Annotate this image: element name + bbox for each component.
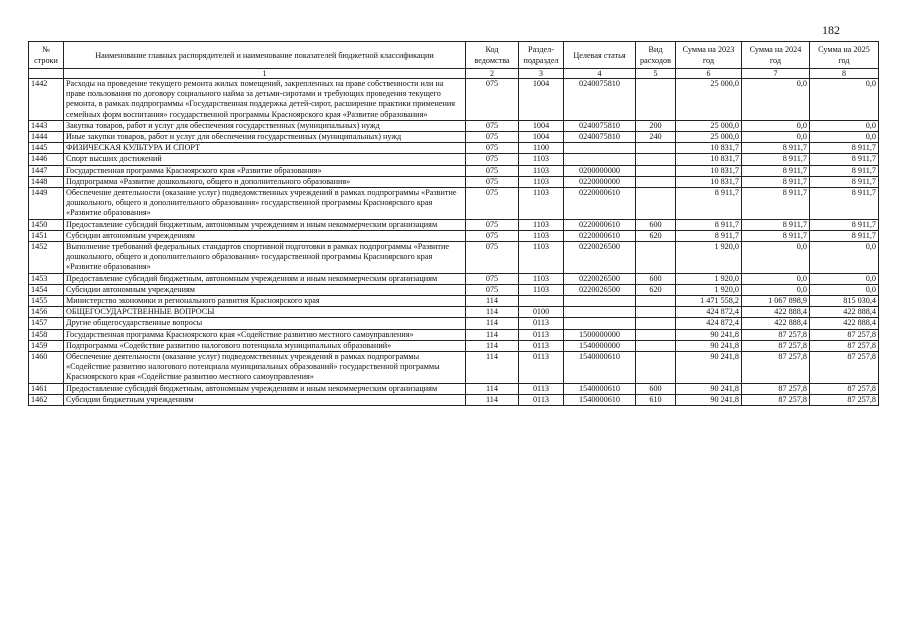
row-number-cell: 1450	[29, 219, 64, 230]
section-cell: 1103	[519, 284, 564, 295]
item-name-cell: Расходы на проведение текущего ремонта жилых помещений, закрепленных на праве собственности или на праве пользования по договору социального найма за детьми-сиротами и требующих проведения текущего ремонта, в рамках подпрограммы «Государственная поддержка детей-сирот, расширение практики применения семейных форм воспитания» государственной программы Красноярского края «Развитие образования»	[64, 79, 466, 121]
sum-2025-cell: 0,0	[810, 242, 879, 274]
header-expense-type: Вид расходов	[636, 42, 676, 69]
sum-2023-cell: 1 920,0	[676, 242, 742, 274]
table-row	[29, 132, 879, 143]
item-name-cell: Выполнение требований федеральных стандартов спортивной подготовки в рамках подпрограммы «Развитие дошкольного, общего и дополнительного образования» государственной программы Красноярского края «Развитие образования»	[64, 242, 466, 274]
sum-2024-cell: 87 257,8	[742, 352, 810, 384]
sum-2025-cell: 87 257,8	[810, 329, 879, 340]
item-name-cell: ОБЩЕГОСУДАРСТВЕННЫЕ ВОПРОСЫ	[64, 307, 466, 318]
table-row	[29, 242, 879, 274]
section-cell: 1004	[519, 120, 564, 131]
sum-2025-cell: 87 257,8	[810, 383, 879, 394]
sum-2025-cell: 87 257,8	[810, 352, 879, 384]
expense-type-cell	[636, 352, 676, 384]
row-number-cell: 1459	[29, 340, 64, 351]
table-row	[29, 176, 879, 187]
sum-2023-cell: 8 911,7	[676, 230, 742, 241]
section-cell: 1103	[519, 176, 564, 187]
header-name: Наименование главных распорядителей и наименование показателей бюджетной классификации	[64, 42, 466, 69]
item-name-cell: Закупка товаров, работ и услуг для обеспечения государственных (муниципальных) нужд	[64, 120, 466, 131]
column-number	[29, 69, 64, 79]
expense-type-cell: 200	[636, 120, 676, 131]
target-article-cell: 1540000610	[564, 383, 636, 394]
column-number: 5	[636, 69, 676, 79]
table-row	[29, 230, 879, 241]
row-number-cell: 1453	[29, 273, 64, 284]
sum-2023-cell: 424 872,4	[676, 307, 742, 318]
header-section: Раздел-подраздел	[519, 42, 564, 69]
item-name-cell: Субсидии автономным учреждениям	[64, 284, 466, 295]
item-name-cell: Государственная программа Красноярского края «Развитие образования»	[64, 165, 466, 176]
row-number-cell: 1449	[29, 188, 64, 220]
target-article-cell: 0220000000	[564, 176, 636, 187]
target-article-cell: 1500000000	[564, 329, 636, 340]
item-name-cell: Обеспечение деятельности (оказание услуг) подведомственных учреждений в рамках подпрограммы «Развитие дошкольного, общего и дополнительного образования» государственной программы Красноярского края «Развитие образования»	[64, 188, 466, 220]
table-row	[29, 329, 879, 340]
sum-2023-cell: 1 920,0	[676, 273, 742, 284]
header-target: Целевая статья	[564, 42, 636, 69]
target-article-cell: 0240075810	[564, 120, 636, 131]
item-name-cell: Министерство экономики и регионального развития Красноярского края	[64, 296, 466, 307]
column-number: 1	[64, 69, 466, 79]
sum-2025-cell: 0,0	[810, 284, 879, 295]
table-row	[29, 284, 879, 295]
expense-type-cell	[636, 307, 676, 318]
target-article-cell	[564, 154, 636, 165]
sum-2024-cell: 0,0	[742, 132, 810, 143]
table-row	[29, 318, 879, 329]
section-cell: 1103	[519, 188, 564, 220]
item-name-cell: Субсидии бюджетным учреждениям	[64, 394, 466, 405]
section-cell: 1103	[519, 230, 564, 241]
sum-2023-cell: 25 000,0	[676, 79, 742, 121]
target-article-cell	[564, 307, 636, 318]
item-name-cell: Подпрограмма «Развитие дошкольного, общего и дополнительного образования»	[64, 176, 466, 187]
sum-2025-cell: 87 257,8	[810, 394, 879, 405]
sum-2025-cell: 8 911,7	[810, 143, 879, 154]
sum-2023-cell: 8 911,7	[676, 219, 742, 230]
target-article-cell: 0220000610	[564, 219, 636, 230]
dept-code-cell: 075	[466, 143, 519, 154]
dept-code-cell: 075	[466, 120, 519, 131]
page-number: 182	[822, 23, 840, 37]
row-number-cell: 1447	[29, 165, 64, 176]
row-number-cell: 1448	[29, 176, 64, 187]
expense-type-cell	[636, 165, 676, 176]
table-row	[29, 273, 879, 284]
row-number-cell: 1461	[29, 383, 64, 394]
expense-type-cell: 600	[636, 273, 676, 284]
section-cell: 1103	[519, 273, 564, 284]
target-article-cell: 0220000610	[564, 188, 636, 220]
dept-code-cell: 114	[466, 296, 519, 307]
row-number-cell: 1458	[29, 329, 64, 340]
sum-2023-cell: 25 000,0	[676, 132, 742, 143]
section-cell: 1103	[519, 165, 564, 176]
sum-2025-cell: 0,0	[810, 132, 879, 143]
row-number-cell: 1460	[29, 352, 64, 384]
dept-code-cell: 075	[466, 176, 519, 187]
target-article-cell	[564, 318, 636, 329]
section-cell: 0113	[519, 340, 564, 351]
sum-2024-cell: 87 257,8	[742, 340, 810, 351]
sum-2024-cell: 8 911,7	[742, 165, 810, 176]
dept-code-cell: 075	[466, 165, 519, 176]
table-row	[29, 394, 879, 405]
table-row	[29, 340, 879, 351]
row-number-cell: 1443	[29, 120, 64, 131]
section-cell: 1004	[519, 79, 564, 121]
sum-2025-cell: 422 888,4	[810, 318, 879, 329]
expense-type-cell	[636, 176, 676, 187]
expense-type-cell	[636, 318, 676, 329]
expense-type-cell	[636, 143, 676, 154]
sum-2024-cell: 8 911,7	[742, 176, 810, 187]
sum-2025-cell: 87 257,8	[810, 340, 879, 351]
table-row	[29, 188, 879, 220]
sum-2024-cell: 0,0	[742, 273, 810, 284]
sum-2024-cell: 422 888,4	[742, 318, 810, 329]
sum-2023-cell: 424 872,4	[676, 318, 742, 329]
section-cell: 1103	[519, 219, 564, 230]
expense-type-cell	[636, 79, 676, 121]
dept-code-cell: 114	[466, 307, 519, 318]
row-number-cell: 1455	[29, 296, 64, 307]
dept-code-cell: 075	[466, 273, 519, 284]
sum-2025-cell: 8 911,7	[810, 219, 879, 230]
row-number-cell: 1444	[29, 132, 64, 143]
sum-2024-cell: 1 067 898,9	[742, 296, 810, 307]
dept-code-cell: 075	[466, 219, 519, 230]
column-number: 3	[519, 69, 564, 79]
sum-2023-cell: 10 831,7	[676, 165, 742, 176]
column-number-row	[29, 69, 879, 79]
sum-2024-cell: 87 257,8	[742, 394, 810, 405]
target-article-cell: 0220026500	[564, 273, 636, 284]
table-row	[29, 219, 879, 230]
table-row	[29, 307, 879, 318]
item-name-cell: Спорт высших достижений	[64, 154, 466, 165]
section-cell: 0113	[519, 352, 564, 384]
table-body	[29, 79, 879, 406]
dept-code-cell: 114	[466, 329, 519, 340]
dept-code-cell: 114	[466, 394, 519, 405]
row-number-cell: 1451	[29, 230, 64, 241]
sum-2025-cell: 8 911,7	[810, 188, 879, 220]
item-name-cell: ФИЗИЧЕСКАЯ КУЛЬТУРА И СПОРТ	[64, 143, 466, 154]
section-cell: 0113	[519, 318, 564, 329]
sum-2023-cell: 1 471 558,2	[676, 296, 742, 307]
dept-code-cell: 075	[466, 242, 519, 274]
sum-2025-cell: 0,0	[810, 273, 879, 284]
row-number-cell: 1452	[29, 242, 64, 274]
sum-2025-cell: 8 911,7	[810, 154, 879, 165]
column-number: 4	[564, 69, 636, 79]
sum-2023-cell: 10 831,7	[676, 154, 742, 165]
sum-2024-cell: 8 911,7	[742, 230, 810, 241]
expense-type-cell: 240	[636, 132, 676, 143]
table-row	[29, 143, 879, 154]
row-number-cell: 1445	[29, 143, 64, 154]
sum-2025-cell: 8 911,7	[810, 230, 879, 241]
header-sum-2025: Сумма на 2025 год	[810, 42, 879, 69]
table-row	[29, 165, 879, 176]
section-cell: 0100	[519, 307, 564, 318]
dept-code-cell: 114	[466, 383, 519, 394]
sum-2023-cell: 90 241,8	[676, 394, 742, 405]
expense-type-cell	[636, 242, 676, 274]
expense-type-cell: 620	[636, 230, 676, 241]
table-row	[29, 383, 879, 394]
section-cell: 1004	[519, 132, 564, 143]
sum-2023-cell: 10 831,7	[676, 176, 742, 187]
sum-2025-cell: 8 911,7	[810, 176, 879, 187]
dept-code-cell: 075	[466, 154, 519, 165]
item-name-cell: Субсидии автономным учреждениям	[64, 230, 466, 241]
dept-code-cell: 075	[466, 230, 519, 241]
item-name-cell: Предоставление субсидий бюджетным, автономным учреждениям и иным некоммерческим организациям	[64, 219, 466, 230]
row-number-cell: 1442	[29, 79, 64, 121]
target-article-cell: 0240075810	[564, 132, 636, 143]
target-article-cell	[564, 296, 636, 307]
sum-2025-cell: 815 030,4	[810, 296, 879, 307]
expense-type-cell: 620	[636, 284, 676, 295]
table-row	[29, 296, 879, 307]
header-row	[29, 42, 879, 69]
target-article-cell: 0200000000	[564, 165, 636, 176]
budget-table	[28, 41, 879, 406]
target-article-cell: 0240075810	[564, 79, 636, 121]
sum-2024-cell: 8 911,7	[742, 154, 810, 165]
table-row	[29, 79, 879, 121]
sum-2024-cell: 0,0	[742, 284, 810, 295]
target-article-cell: 0220026500	[564, 242, 636, 274]
sum-2025-cell: 422 888,4	[810, 307, 879, 318]
row-number-cell: 1462	[29, 394, 64, 405]
sum-2023-cell: 1 920,0	[676, 284, 742, 295]
sum-2023-cell: 10 831,7	[676, 143, 742, 154]
sum-2024-cell: 8 911,7	[742, 188, 810, 220]
section-cell: 0113	[519, 394, 564, 405]
sum-2025-cell: 0,0	[810, 79, 879, 121]
expense-type-cell	[636, 296, 676, 307]
header-sum-2023: Сумма на 2023 год	[676, 42, 742, 69]
item-name-cell: Государственная программа Красноярского края «Содействие развитию местного самоуправления»	[64, 329, 466, 340]
sum-2023-cell: 25 000,0	[676, 120, 742, 131]
table-row	[29, 120, 879, 131]
sum-2024-cell: 8 911,7	[742, 143, 810, 154]
sum-2023-cell: 90 241,8	[676, 329, 742, 340]
table-row	[29, 352, 879, 384]
item-name-cell: Предоставление субсидий бюджетным, автономным учреждениям и иным некоммерческим организациям	[64, 273, 466, 284]
item-name-cell: Другие общегосударственные вопросы	[64, 318, 466, 329]
section-cell: 1103	[519, 242, 564, 274]
table-row	[29, 154, 879, 165]
target-article-cell: 0220026500	[564, 284, 636, 295]
target-article-cell: 1540000610	[564, 352, 636, 384]
column-number: 6	[676, 69, 742, 79]
header-row-number: № строки	[29, 42, 64, 69]
item-name-cell: Подпрограмма «Содействие развитию налогового потенциала муниципальных образований»	[64, 340, 466, 351]
dept-code-cell: 114	[466, 340, 519, 351]
expense-type-cell	[636, 329, 676, 340]
expense-type-cell: 600	[636, 383, 676, 394]
dept-code-cell: 075	[466, 188, 519, 220]
sum-2024-cell: 422 888,4	[742, 307, 810, 318]
row-number-cell: 1456	[29, 307, 64, 318]
sum-2025-cell: 8 911,7	[810, 165, 879, 176]
sum-2024-cell: 87 257,8	[742, 329, 810, 340]
column-number: 7	[742, 69, 810, 79]
sum-2025-cell: 0,0	[810, 120, 879, 131]
target-article-cell: 1540000000	[564, 340, 636, 351]
dept-code-cell: 075	[466, 132, 519, 143]
row-number-cell: 1454	[29, 284, 64, 295]
expense-type-cell	[636, 154, 676, 165]
sum-2024-cell: 0,0	[742, 242, 810, 274]
header-dept-code: Код ведомства	[466, 42, 519, 69]
section-cell: 0113	[519, 329, 564, 340]
header-sum-2024: Сумма на 2024 год	[742, 42, 810, 69]
sum-2024-cell: 0,0	[742, 79, 810, 121]
section-cell: 1103	[519, 154, 564, 165]
target-article-cell: 0220000610	[564, 230, 636, 241]
item-name-cell: Обеспечение деятельности (оказание услуг) подведомственных учреждений в рамках подпрограммы «Содействие развитию налогового потенциала муниципальных образований» государственной программы Красноярского края «Содействие развитию местного самоуправления»	[64, 352, 466, 384]
expense-type-cell	[636, 340, 676, 351]
column-number: 2	[466, 69, 519, 79]
sum-2024-cell: 0,0	[742, 120, 810, 131]
dept-code-cell: 075	[466, 284, 519, 295]
sum-2024-cell: 87 257,8	[742, 383, 810, 394]
sum-2023-cell: 90 241,8	[676, 340, 742, 351]
expense-type-cell: 600	[636, 219, 676, 230]
sum-2023-cell: 90 241,8	[676, 383, 742, 394]
dept-code-cell: 114	[466, 352, 519, 384]
item-name-cell: Иные закупки товаров, работ и услуг для обеспечения государственных (муниципальных) нужд	[64, 132, 466, 143]
dept-code-cell: 075	[466, 79, 519, 121]
sum-2024-cell: 8 911,7	[742, 219, 810, 230]
expense-type-cell	[636, 188, 676, 220]
sum-2023-cell: 90 241,8	[676, 352, 742, 384]
sum-2023-cell: 8 911,7	[676, 188, 742, 220]
row-number-cell: 1457	[29, 318, 64, 329]
row-number-cell: 1446	[29, 154, 64, 165]
column-number: 8	[810, 69, 879, 79]
item-name-cell: Предоставление субсидий бюджетным, автономным учреждениям и иным некоммерческим организациям	[64, 383, 466, 394]
expense-type-cell: 610	[636, 394, 676, 405]
section-cell: 1100	[519, 143, 564, 154]
target-article-cell: 1540000610	[564, 394, 636, 405]
section-cell	[519, 296, 564, 307]
target-article-cell	[564, 143, 636, 154]
dept-code-cell: 114	[466, 318, 519, 329]
section-cell: 0113	[519, 383, 564, 394]
